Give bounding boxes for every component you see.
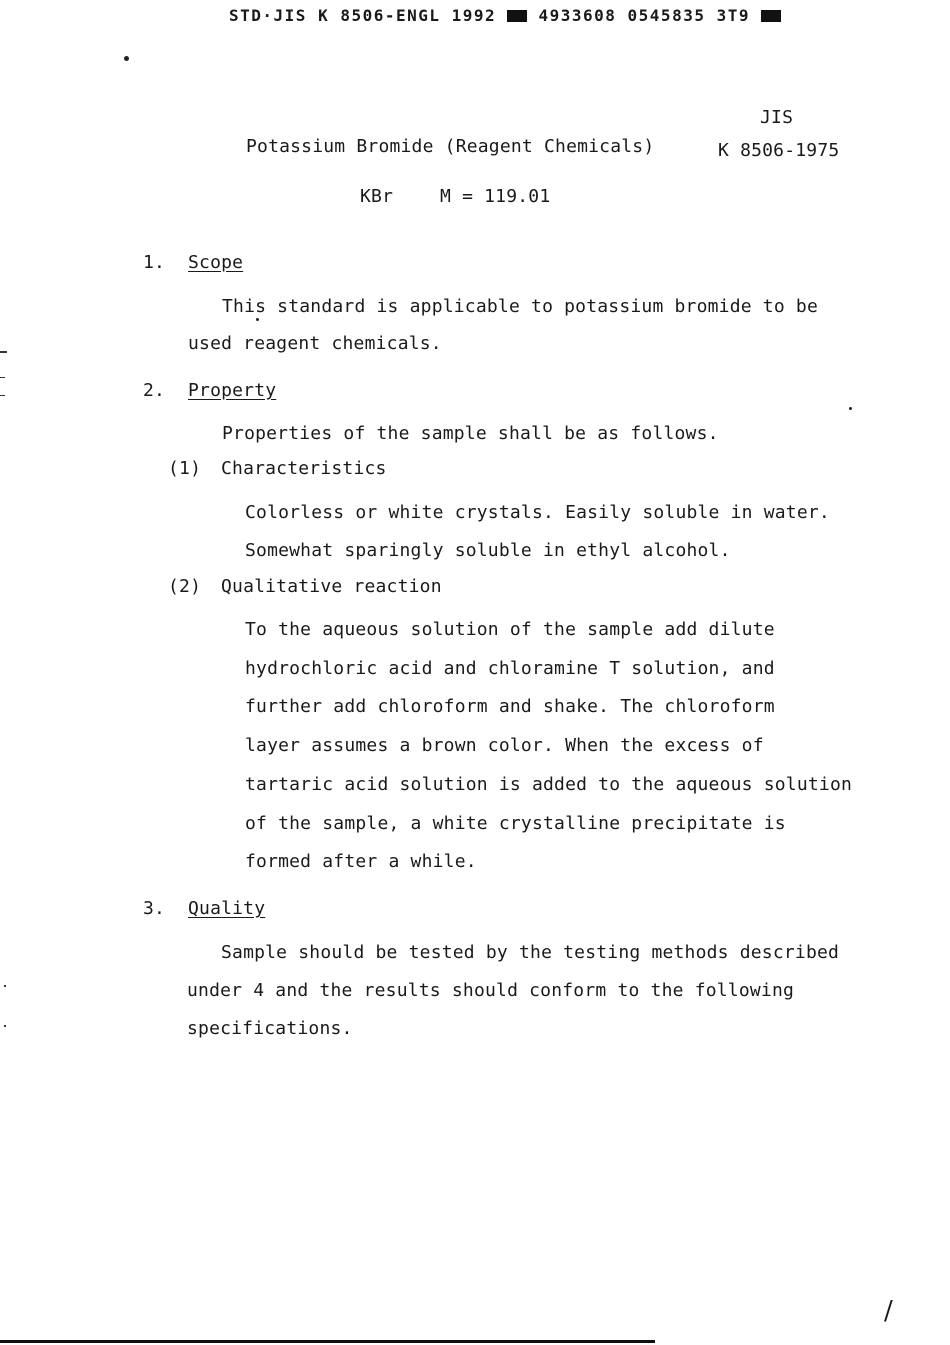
section-line: This standard is applicable to potassium bromide to be [222, 296, 818, 317]
scan-edge-mark [0, 377, 5, 378]
subsection-number: (2) [168, 576, 202, 597]
chemical-formula: KBr [360, 186, 394, 207]
section-title-quality: Quality [188, 898, 266, 919]
subsection-line: further add chloroform and shake. The chloroform [245, 696, 775, 717]
scan-speck [849, 407, 852, 410]
section-line: under 4 and the results should conform to the following [187, 980, 795, 1001]
subsection-line: formed after a while. [245, 851, 477, 872]
standard-number: K 8506-1975 [718, 140, 840, 161]
section-line: specifications. [187, 1018, 353, 1039]
section-number: 2. [143, 380, 166, 401]
subsection-line: layer assumes a brown color. When the excess of [245, 735, 764, 756]
subsection-line: of the sample, a white crystalline precipitate is [245, 813, 786, 834]
subsection-title-characteristics: Characteristics [221, 458, 387, 479]
scan-edge-mark [4, 985, 6, 987]
section-line: Properties of the sample shall be as follows. [222, 423, 719, 444]
page-mark: / [884, 1296, 893, 1326]
subsection-title-qualitative-reaction: Qualitative reaction [221, 576, 442, 597]
document-code-part1: STD·JIS K 8506-ENGL 1992 [229, 6, 497, 25]
subsection-line: Colorless or white crystals. Easily soluble in water. [245, 502, 830, 523]
subsection-line: tartaric acid solution is added to the aqueous solution [245, 774, 853, 795]
section-line: Sample should be tested by the testing methods described [221, 942, 840, 963]
subsection-number: (1) [168, 458, 202, 479]
scan-speck [256, 318, 259, 321]
section-line: used reagent chemicals. [188, 333, 442, 354]
subsection-line: Somewhat sparingly soluble in ethyl alcohol. [245, 540, 731, 561]
section-number: 3. [143, 898, 166, 919]
document-code-part2: 4933608 0545835 3T9 [538, 6, 750, 25]
section-title-scope: Scope [188, 252, 244, 273]
molecular-weight: M = 119.01 [440, 186, 551, 207]
subsection-line: To the aqueous solution of the sample add dilute [245, 619, 775, 640]
bottom-rule [0, 1340, 655, 1343]
scan-edge-mark [4, 1025, 6, 1027]
scan-edge-mark [0, 351, 7, 353]
scan-speck [124, 56, 129, 61]
jis-mark: JIS [760, 107, 794, 128]
document-code-header [229, 6, 781, 25]
page-title: Potassium Bromide (Reagent Chemicals) [246, 136, 655, 157]
section-title-property: Property [188, 380, 277, 401]
barcode-block-icon [761, 10, 781, 22]
subsection-line: hydrochloric acid and chloramine T solution, and [245, 658, 775, 679]
scan-edge-mark [0, 395, 5, 396]
section-number: 1. [143, 252, 166, 273]
barcode-block-icon [507, 10, 527, 22]
